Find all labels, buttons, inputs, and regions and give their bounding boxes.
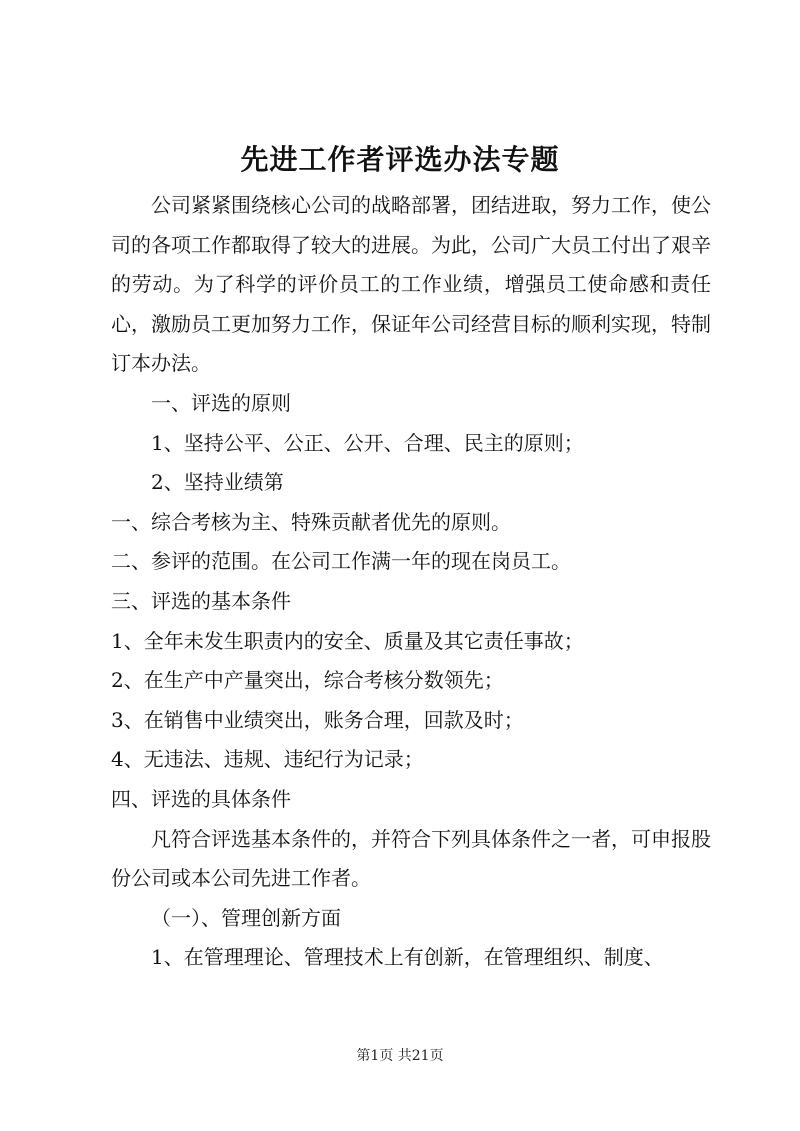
section-heading-basic-conditions: 三、评选的基本条件 <box>111 588 291 613</box>
section-heading-principles: 一、评选的原则 <box>151 390 291 415</box>
list-item: 2、在生产中产量突出，综合考核分数领先； <box>111 668 504 693</box>
document-title: 先进工作者评选办法专题 <box>240 143 560 176</box>
document-body <box>111 186 711 978</box>
subsection-heading-management: （一）、管理创新方面 <box>151 905 341 930</box>
list-item: 2、坚持业绩第 <box>151 470 284 495</box>
list-item: 4、无违法、违规、违纪行为记录； <box>111 747 424 772</box>
section-heading-specific-conditions: 四、评选的具体条件 <box>111 786 291 811</box>
list-item: 1、全年未发生职责内的安全、质量及其它责任事故； <box>111 628 584 653</box>
list-item: 1、坚持公平、公正、公开、合理、民主的原则； <box>151 430 584 455</box>
conditions-paragraph: 凡符合评选基本条件的，并符合下列具体条件之一者，可申报股份公司或本公司先进工作者。 <box>111 826 711 891</box>
intro-paragraph: 公司紧紧围绕核心公司的战略部署，团结进取，努力工作，使公司的各项工作都取得了较大的进展。为此，公司广大员工付出了艰辛的劳动。为了科学的评价员工的工作业绩，增强员工使命感和责任心，激励员工更加努力工作，保证年公司经营目标的顺利实现，特制订本办法。 <box>111 193 711 376</box>
list-item: 3、在销售中业绩突出，账务合理，回款及时； <box>111 707 524 732</box>
list-item: 一、综合考核为主、特殊贡献者优先的原则。 <box>111 509 511 534</box>
page-footer: 第1页 共21页 <box>356 1048 444 1064</box>
list-item: 1、在管理理论、管理技术上有创新，在管理组织、制度、 <box>151 945 664 970</box>
section-heading-scope: 二、参评的范围。在公司工作满一年的现在岗员工。 <box>111 549 571 574</box>
